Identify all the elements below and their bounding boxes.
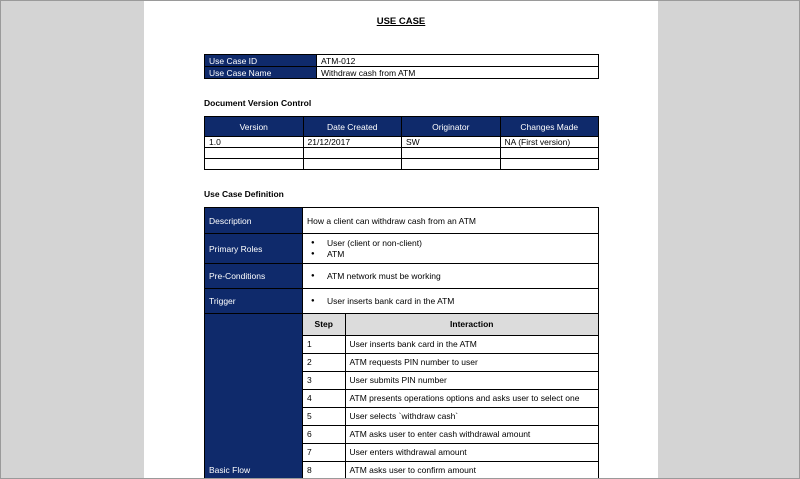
table-row [303, 353, 598, 371]
table-row [303, 443, 598, 461]
primary-roles-value [303, 234, 599, 264]
step-number: 5 [303, 407, 345, 425]
table-row [303, 389, 598, 407]
table-row [205, 137, 599, 148]
step-number: 6 [303, 425, 345, 443]
trigger-label: Trigger [205, 289, 303, 314]
basic-flow-cell [303, 314, 599, 479]
column-header-interaction: Interaction [345, 314, 598, 335]
trigger-value [303, 289, 599, 314]
pre-conditions-label: Pre-Conditions [205, 264, 303, 289]
table-row [205, 159, 599, 170]
table-row [303, 335, 598, 353]
step-interaction: ATM presents operations options and asks user to select one [345, 389, 598, 407]
step-interaction: User selects `withdraw cash` [345, 407, 598, 425]
table-cell [500, 159, 599, 170]
table-row [205, 208, 599, 234]
table-cell [402, 148, 501, 159]
document-page [144, 1, 658, 479]
trigger-list [307, 296, 594, 307]
table-row [205, 234, 599, 264]
page-title: USE CASE [376, 16, 426, 27]
primary-roles-label: Primary Roles [205, 234, 303, 264]
step-interaction: ATM asks user to confirm amount [345, 461, 598, 479]
step-interaction: User submits PIN number [345, 371, 598, 389]
table-cell [205, 148, 304, 159]
table-cell: NA (First version) [500, 137, 599, 148]
list-item: ● User inserts bank card in the ATM [319, 296, 594, 307]
column-header-date-created: Date Created [303, 117, 402, 137]
column-header-originator: Originator [402, 117, 501, 137]
pre-conditions-value [303, 264, 599, 289]
column-header-changes-made: Changes Made [500, 117, 599, 137]
list-item: ● ATM network must be working [319, 271, 594, 282]
table-cell [303, 148, 402, 159]
column-header-step: Step [303, 314, 345, 335]
table-row [303, 461, 598, 479]
step-number: 2 [303, 353, 345, 371]
table-row [205, 314, 599, 479]
step-interaction: User inserts bank card in the ATM [345, 335, 598, 353]
list-item: ● User (client or non-client) [319, 238, 594, 249]
use-case-definition-table [204, 207, 599, 479]
use-case-header-table [204, 54, 599, 79]
basic-flow-table [303, 314, 598, 479]
table-header-row [205, 117, 599, 137]
table-row [205, 264, 599, 289]
table-cell: SW [402, 137, 501, 148]
use-case-definition-heading: Use Case Definition [204, 189, 284, 199]
table-cell [500, 148, 599, 159]
use-case-name-label: Use Case Name [205, 67, 317, 79]
step-number: 7 [303, 443, 345, 461]
table-cell [205, 159, 304, 170]
pre-conditions-list [307, 271, 594, 282]
table-cell: 21/12/2017 [303, 137, 402, 148]
use-case-id-value: ATM-012 [317, 55, 599, 67]
column-header-version: Version [205, 117, 304, 137]
step-interaction: ATM asks user to enter cash withdrawal amount [345, 425, 598, 443]
use-case-name-value: Withdraw cash from ATM [317, 67, 599, 79]
step-interaction: User enters withdrawal amount [345, 443, 598, 461]
table-row [205, 148, 599, 159]
list-item: ● ATM [319, 249, 594, 260]
step-number: 3 [303, 371, 345, 389]
description-value: How a client can withdraw cash from an ATM [303, 208, 599, 234]
primary-roles-list [307, 238, 594, 260]
step-number: 4 [303, 389, 345, 407]
version-control-table [204, 116, 599, 170]
table-row [303, 371, 598, 389]
table-row [205, 289, 599, 314]
table-row [205, 67, 599, 79]
table-row [303, 407, 598, 425]
table-cell [303, 159, 402, 170]
basic-flow-label: Basic Flow [209, 465, 251, 475]
step-number: 8 [303, 461, 345, 479]
table-row [303, 425, 598, 443]
use-case-id-label: Use Case ID [205, 55, 317, 67]
step-interaction: ATM requests PIN number to user [345, 353, 598, 371]
table-header-row [303, 314, 598, 335]
table-row [205, 55, 599, 67]
description-label: Description [205, 208, 303, 234]
basic-flow-label-cell [205, 314, 303, 479]
table-cell [402, 159, 501, 170]
version-control-heading: Document Version Control [204, 98, 312, 108]
step-number: 1 [303, 335, 345, 353]
table-cell: 1.0 [205, 137, 304, 148]
